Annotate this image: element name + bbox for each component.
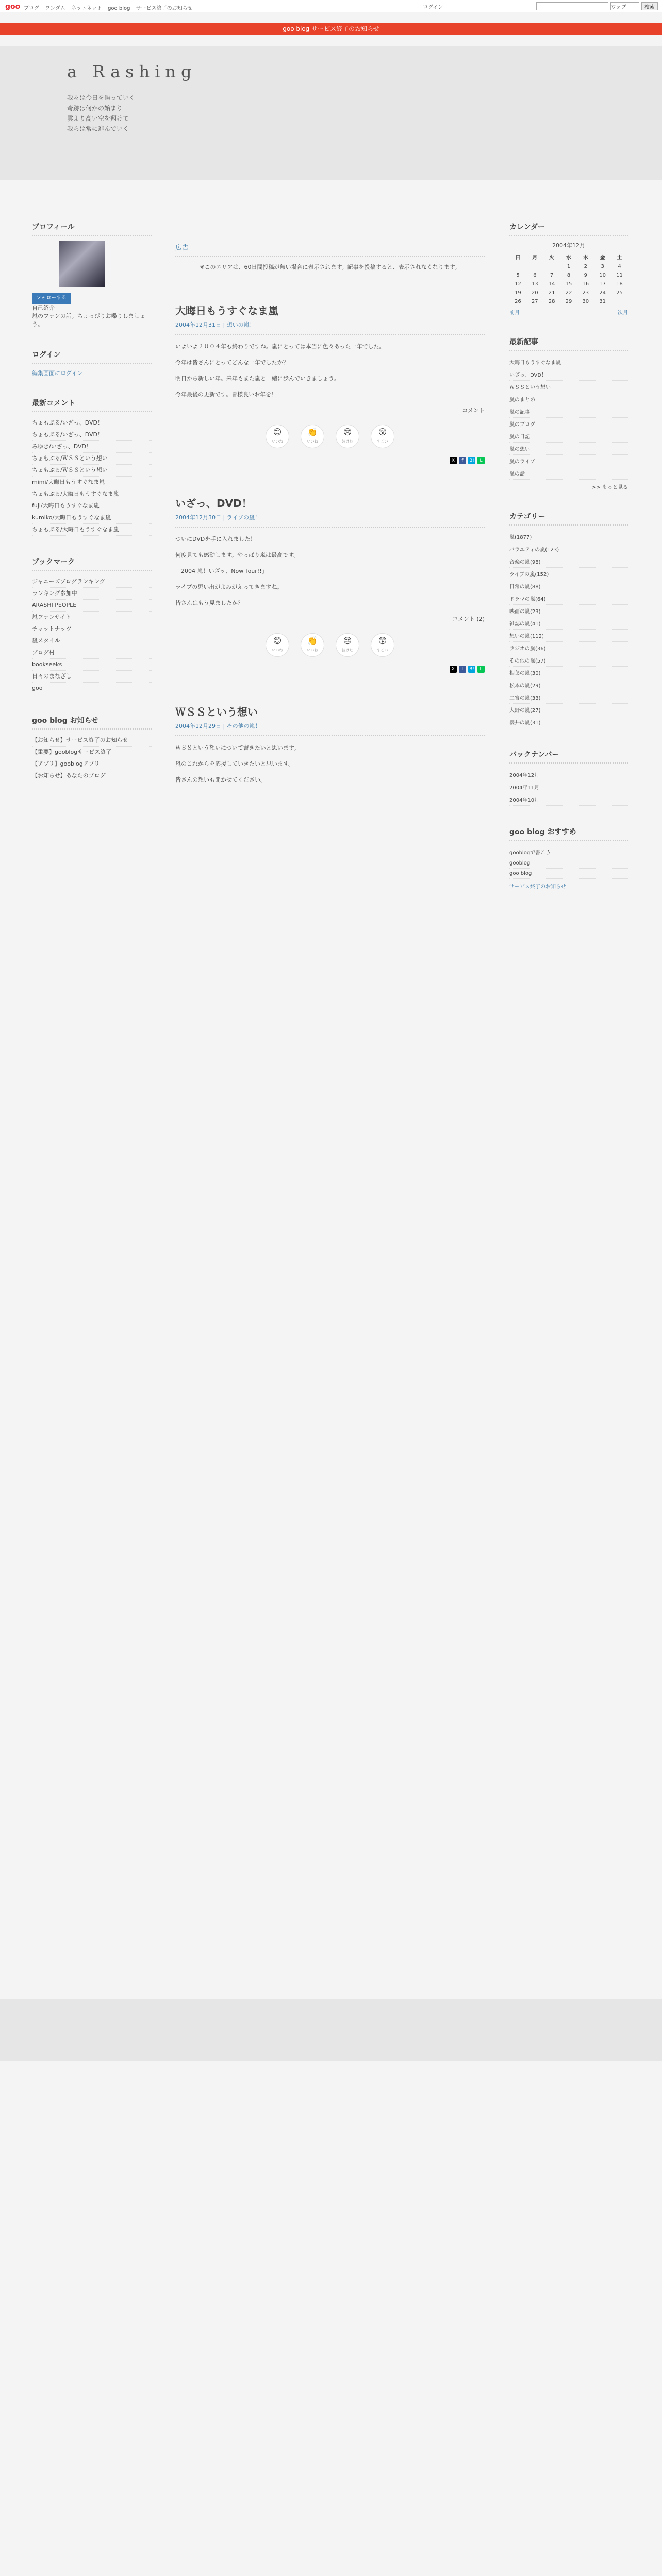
bookmark-item[interactable]: チャットナッツ xyxy=(32,623,152,635)
bookmark-item[interactable]: ジャニーズブログランキング xyxy=(32,576,152,588)
category-item[interactable]: バラエティの嵐(123) xyxy=(509,543,628,555)
login-link[interactable]: ログイン xyxy=(423,5,443,10)
calendar-day[interactable]: 29 xyxy=(565,299,572,304)
entry-paragraph: 何度見ても感動します。やっぱり嵐は最高です。 xyxy=(175,552,300,558)
entry-paragraph: 皆さんの想いも聞かせてください。 xyxy=(175,776,266,783)
edit-login-link[interactable]: 編集画面にログイン xyxy=(32,370,83,377)
calendar-day[interactable]: 17 xyxy=(599,281,606,287)
category-item[interactable]: 音楽の嵐(98) xyxy=(509,555,628,568)
calendar-weekday: 金 xyxy=(600,255,605,261)
category-item[interactable]: 映画の嵐(23) xyxy=(509,605,628,617)
recent-comment-item[interactable]: ちょもぷる/ＷＳＳという想い xyxy=(32,453,152,465)
top-nav-item[interactable]: goo blog xyxy=(108,6,130,11)
archive-item[interactable]: 2004年10月 xyxy=(509,793,628,806)
line-icon[interactable]: L xyxy=(477,666,485,673)
description-line: 我々は今日を謳っていく xyxy=(67,94,136,101)
recent-post-item[interactable]: 嵐のライブ xyxy=(509,455,628,467)
top-nav-item[interactable]: ネットネット xyxy=(71,6,102,11)
reaction-label: 泣けた xyxy=(342,439,353,444)
hatena-icon[interactable]: B! xyxy=(468,666,475,673)
bookmark-item[interactable]: 嵐スタイル xyxy=(32,635,152,647)
recent-comment-item[interactable]: ちょもぷる/いざっ、DVD！ xyxy=(32,429,152,441)
reaction-icon: 😊 xyxy=(273,427,282,437)
category-item[interactable]: その他の嵐(57) xyxy=(509,654,628,667)
reaction-label: 泣けた xyxy=(342,648,353,652)
widget-title: カテゴリー xyxy=(509,511,628,526)
top-nav-item[interactable]: ワンダム xyxy=(45,6,65,11)
reaction-label: いいね xyxy=(307,439,318,444)
calendar-day xyxy=(509,262,526,271)
reaction-button[interactable] xyxy=(301,425,324,448)
calendar-day[interactable]: 15 xyxy=(565,281,572,287)
ad-label: 広告 xyxy=(175,242,485,257)
calendar-day[interactable]: 6 xyxy=(533,273,537,278)
recent-post-item[interactable]: 嵐のブログ xyxy=(509,418,628,430)
entry-paragraph: 明日から新しい年。来年もまた嵐と一緒に歩んでいきましょう。 xyxy=(175,375,340,382)
search-input[interactable] xyxy=(536,2,608,10)
reaction-icon: 😢 xyxy=(343,427,352,437)
goo-recommend-item[interactable]: goo blog xyxy=(509,869,628,879)
bookmarks-widget xyxy=(32,556,152,694)
reaction-icon: 😲 xyxy=(378,427,387,437)
share-bar xyxy=(175,665,485,673)
recent-comment-item[interactable]: みゆき/いざっ、DVD！ xyxy=(32,441,152,453)
calendar-day[interactable]: 8 xyxy=(567,273,571,278)
calendar-day xyxy=(526,262,543,271)
calendar-day[interactable]: 24 xyxy=(599,290,606,296)
search-scope-select[interactable]: ウェブ xyxy=(610,2,639,10)
profile-text: 嵐のファンの話。ちょっぴりお喋りしましょう。 xyxy=(32,313,145,328)
category-item[interactable]: ドラマの嵐(64) xyxy=(509,592,628,605)
widget-title: カレンダー xyxy=(509,222,628,236)
calendar-table xyxy=(509,251,628,306)
entry-date[interactable]: 2004年12月30日 | ライブの嵐！ xyxy=(175,514,261,521)
entry-date[interactable]: 2004年12月31日 | 想いの嵐！ xyxy=(175,321,255,328)
calendar-day[interactable]: 2 xyxy=(584,264,587,269)
widget-title: 最新記事 xyxy=(509,336,628,351)
category-item[interactable]: 嵐(1877) xyxy=(509,531,628,543)
description-line: 我らは常に進んでいく xyxy=(67,125,129,132)
entry-divider xyxy=(175,527,485,528)
top-bar xyxy=(0,0,662,12)
calendar-weekday: 日 xyxy=(515,255,521,261)
profile-user[interactable]: 自己紹介 xyxy=(32,304,55,311)
ad-note: ※このエリアは、60日間投稿が無い場合に表示されます。記事を投稿すると、表示されなくなります。 xyxy=(200,264,460,270)
main-content xyxy=(175,242,485,791)
entry-title[interactable]: 大晦日もうすぐなま嵐 xyxy=(175,304,278,317)
entry-paragraph: いよいよ２００４年も終わりですね。嵐にとっては本当に色々あった一年でした。 xyxy=(175,343,385,350)
recent-post-item[interactable]: 嵐のまとめ xyxy=(509,393,628,405)
background-band xyxy=(0,1999,662,2061)
calendar-weekday: 火 xyxy=(549,255,555,261)
category-item[interactable]: 大野の嵐(27) xyxy=(509,704,628,716)
entry-body xyxy=(175,743,485,784)
recent-comment-item[interactable]: ちょもぷる/大晦日もうすぐなま嵐 xyxy=(32,524,152,536)
reaction-bar xyxy=(175,633,485,657)
bookmark-item[interactable]: 嵐ファンサイト xyxy=(32,612,152,623)
entry-paragraph: ついにDVDを手に入れました！ xyxy=(175,536,256,543)
facebook-icon[interactable]: f xyxy=(459,457,466,464)
calendar-day[interactable]: 31 xyxy=(599,299,606,304)
top-nav-item[interactable]: サービス終了のお知らせ xyxy=(136,6,193,11)
entry-paragraph: 嵐のこれからを応援していきたいと思います。 xyxy=(175,760,294,767)
calendar-day[interactable]: 10 xyxy=(599,273,606,278)
calendar-month: 2004年12月 xyxy=(552,242,585,249)
reaction-label: いいね xyxy=(272,439,283,444)
reaction-button[interactable] xyxy=(336,425,359,448)
login-widget xyxy=(32,349,152,377)
recent-comment-item[interactable]: ちょもぷる/いざっ、DVD！ xyxy=(32,417,152,429)
calendar-day[interactable]: 16 xyxy=(582,281,589,287)
widget-title: 最新コメント xyxy=(32,398,152,412)
goo-note[interactable]: サービス終了のお知らせ xyxy=(509,884,566,890)
category-item[interactable]: 相葉の嵐(30) xyxy=(509,667,628,679)
share-bar xyxy=(175,456,485,464)
blog-description xyxy=(67,93,222,134)
calendar-day[interactable]: 13 xyxy=(531,281,538,287)
goo-recommend-widget xyxy=(509,826,628,890)
calendar-weekday: 水 xyxy=(566,255,571,261)
recent-comment-item[interactable]: ちょもぷる/ＷＳＳという想い xyxy=(32,465,152,477)
calendar-day[interactable]: 1 xyxy=(567,264,571,269)
recent-post-item[interactable]: いざっ、DVD！ xyxy=(509,368,628,381)
entry-paragraph: 「2004 嵐！いざッ、Now Tour!!」 xyxy=(175,568,268,574)
profile-box xyxy=(32,293,152,329)
x-icon[interactable]: X xyxy=(450,457,457,464)
calendar-day xyxy=(611,297,628,306)
entry-paragraph: ライブの思い出がよみがえってきますね。 xyxy=(175,584,283,590)
archive-item[interactable]: 2004年11月 xyxy=(509,781,628,793)
calendar-day[interactable]: 9 xyxy=(584,273,587,278)
goo-news-item[interactable]: 【お知らせ】サービス終了のお知らせ xyxy=(32,735,152,747)
goo-logo[interactable]: goo xyxy=(5,3,21,11)
recent-comment-item[interactable]: fuji/大晦日もうすぐなま嵐 xyxy=(32,500,152,512)
top-nav xyxy=(24,4,196,11)
calendar-day[interactable]: 25 xyxy=(616,290,623,296)
bookmark-item[interactable]: 日々のまなざし xyxy=(32,671,152,683)
comment-link[interactable]: コメント (2) xyxy=(452,616,485,622)
recent-posts-widget xyxy=(509,336,628,490)
archive-widget xyxy=(509,749,628,806)
calendar-prev-link[interactable]: 前月 xyxy=(509,310,520,316)
blog-entry xyxy=(175,302,485,464)
line-icon[interactable]: L xyxy=(477,457,485,464)
reaction-label: すごい xyxy=(377,648,388,652)
calendar-day[interactable]: 21 xyxy=(548,290,555,296)
recent-comment-item[interactable]: ちょもぷる/大晦日もうすぐなま嵐 xyxy=(32,488,152,500)
entry-title[interactable]: いざっ、DVD！ xyxy=(175,497,252,510)
reaction-button[interactable] xyxy=(266,425,289,448)
reaction-label: いいね xyxy=(272,648,283,652)
recent-post-item[interactable]: 嵐の想い xyxy=(509,443,628,455)
reaction-icon: 😲 xyxy=(378,636,387,646)
bookmark-item[interactable]: ランキング参加中 xyxy=(32,588,152,600)
goo-news-item[interactable]: 【アプリ】gooblogアプリ xyxy=(32,758,152,770)
archive-item[interactable]: 2004年12月 xyxy=(509,769,628,781)
entry-body xyxy=(175,342,485,399)
recent-post-item[interactable]: 大晦日もうすぐなま嵐 xyxy=(509,356,628,368)
widget-title: バックナンバー xyxy=(509,749,628,764)
service-notice-banner[interactable]: goo blog サービス終了のお知らせ xyxy=(0,23,662,35)
reaction-button[interactable] xyxy=(301,633,324,657)
profile-widget xyxy=(32,222,152,329)
calendar-day[interactable]: 11 xyxy=(616,273,623,278)
calendar-day[interactable]: 4 xyxy=(618,264,621,269)
more-link[interactable]: >> もっと見る xyxy=(592,485,628,490)
widget-title: goo blog おすすめ xyxy=(509,826,628,841)
goo-recommend-item[interactable]: gooblogで書こう xyxy=(509,846,628,858)
calendar-next-link[interactable]: 次月 xyxy=(618,310,628,316)
reaction-bar xyxy=(175,425,485,448)
reaction-icon: 😢 xyxy=(343,636,352,646)
entry-divider xyxy=(175,334,485,335)
goo-news-item[interactable]: 【重要】gooblogサービス終了 xyxy=(32,747,152,758)
calendar-day[interactable]: 7 xyxy=(550,273,554,278)
recent-post-item[interactable]: 嵐の日記 xyxy=(509,430,628,443)
entry-title[interactable]: ＷＳＳという想い xyxy=(175,706,258,718)
recent-post-item[interactable]: ＷＳＳという想い xyxy=(509,381,628,393)
bookmark-item[interactable]: bookseeks xyxy=(32,659,152,671)
category-item[interactable]: 松本の嵐(29) xyxy=(509,679,628,691)
reaction-button[interactable] xyxy=(371,633,394,657)
follow-button[interactable]: フォローする xyxy=(32,293,71,304)
goo-recommend-item[interactable]: gooblog xyxy=(509,858,628,869)
calendar-day[interactable]: 3 xyxy=(601,264,604,269)
description-line: 雲より高い空を翔けて xyxy=(67,115,129,122)
bookmark-item[interactable]: ARASHI PEOPLE xyxy=(32,600,152,612)
entry-divider xyxy=(175,735,485,736)
category-item[interactable]: 雑誌の嵐(41) xyxy=(509,617,628,630)
hatena-icon[interactable]: B! xyxy=(468,457,475,464)
reaction-button[interactable] xyxy=(266,633,289,657)
blog-entry xyxy=(175,704,485,784)
top-nav-item[interactable]: ブログ xyxy=(24,6,39,11)
recent-post-item[interactable]: 嵐の話 xyxy=(509,467,628,480)
entry-paragraph: 皆さんはもう見ましたか？ xyxy=(175,600,243,606)
widget-title: goo blog お知らせ xyxy=(32,715,152,730)
bookmark-item[interactable]: ブログ村 xyxy=(32,647,152,659)
entry-body xyxy=(175,535,485,607)
calendar-day[interactable]: 23 xyxy=(582,290,589,296)
calendar-day[interactable]: 26 xyxy=(515,299,521,304)
calendar-weekday: 土 xyxy=(617,255,622,261)
entry-date[interactable]: 2004年12月29日 | その他の嵐！ xyxy=(175,723,261,730)
calendar-day[interactable]: 22 xyxy=(565,290,572,296)
category-item[interactable]: ライブの嵐(152) xyxy=(509,568,628,580)
recent-post-item[interactable]: 嵐の記事 xyxy=(509,405,628,418)
blog-title[interactable]: a Rashing xyxy=(67,62,197,81)
bookmark-item[interactable]: goo xyxy=(32,683,152,694)
reaction-icon: 👏 xyxy=(307,427,318,437)
widget-title: プロフィール xyxy=(32,222,152,236)
reaction-label: すごい xyxy=(377,439,388,444)
search-button[interactable]: 検索 xyxy=(641,2,658,10)
calendar-day[interactable]: 18 xyxy=(616,281,623,287)
calendar-day[interactable]: 28 xyxy=(548,299,555,304)
calendar-day[interactable]: 5 xyxy=(516,273,520,278)
right-sidebar xyxy=(509,222,628,910)
recent-comments-widget xyxy=(32,398,152,536)
recent-comment-item[interactable]: kumiko/大晦日もうすぐなま嵐 xyxy=(32,512,152,524)
calendar-day[interactable]: 20 xyxy=(531,290,538,296)
calendar-weekday: 木 xyxy=(583,255,588,261)
calendar-weekday: 月 xyxy=(532,255,538,261)
category-item[interactable]: ラジオの嵐(36) xyxy=(509,642,628,654)
calendar-day[interactable]: 27 xyxy=(531,299,538,304)
calendar-widget xyxy=(509,222,628,316)
description-line: 奇跡は何かの始まり xyxy=(67,105,123,112)
calendar-day[interactable]: 14 xyxy=(548,281,555,287)
calendar-day[interactable]: 30 xyxy=(582,299,589,304)
x-icon[interactable]: X xyxy=(450,666,457,673)
category-item[interactable]: 二宮の嵐(33) xyxy=(509,691,628,704)
calendar-day xyxy=(543,262,560,271)
goo-news-widget xyxy=(32,715,152,782)
calendar-day[interactable]: 12 xyxy=(515,281,521,287)
goo-news-item[interactable]: 【お知らせ】あなたのブログ xyxy=(32,770,152,782)
comment-link[interactable]: コメント xyxy=(462,407,485,414)
reaction-icon: 😊 xyxy=(273,636,282,646)
calendar-day[interactable]: 19 xyxy=(515,290,521,296)
blog-entry xyxy=(175,495,485,673)
reaction-icon: 👏 xyxy=(307,636,318,646)
facebook-icon[interactable]: f xyxy=(459,666,466,673)
category-item[interactable]: 日常の嵐(88) xyxy=(509,580,628,592)
entry-paragraph: ＷＳＳという想いについて書きたいと思います。 xyxy=(175,744,300,751)
avatar[interactable] xyxy=(59,241,105,287)
category-item[interactable]: 櫻井の嵐(31) xyxy=(509,716,628,728)
widget-title: ログイン xyxy=(32,349,152,364)
left-sidebar xyxy=(32,222,152,803)
entry-paragraph: 今年は皆さんにとってどんな一年でしたか？ xyxy=(175,359,289,366)
widget-title: ブックマーク xyxy=(32,556,152,571)
category-widget xyxy=(509,511,628,728)
entry-paragraph: 今年最後の更新です。皆様良いお年を！ xyxy=(175,391,277,398)
recent-comment-item[interactable]: mimi/大晦日もうすぐなま嵐 xyxy=(32,477,152,488)
category-item[interactable]: 想いの嵐(112) xyxy=(509,630,628,642)
reaction-label: いいね xyxy=(307,648,318,652)
reaction-button[interactable] xyxy=(371,425,394,448)
reaction-button[interactable] xyxy=(336,633,359,657)
